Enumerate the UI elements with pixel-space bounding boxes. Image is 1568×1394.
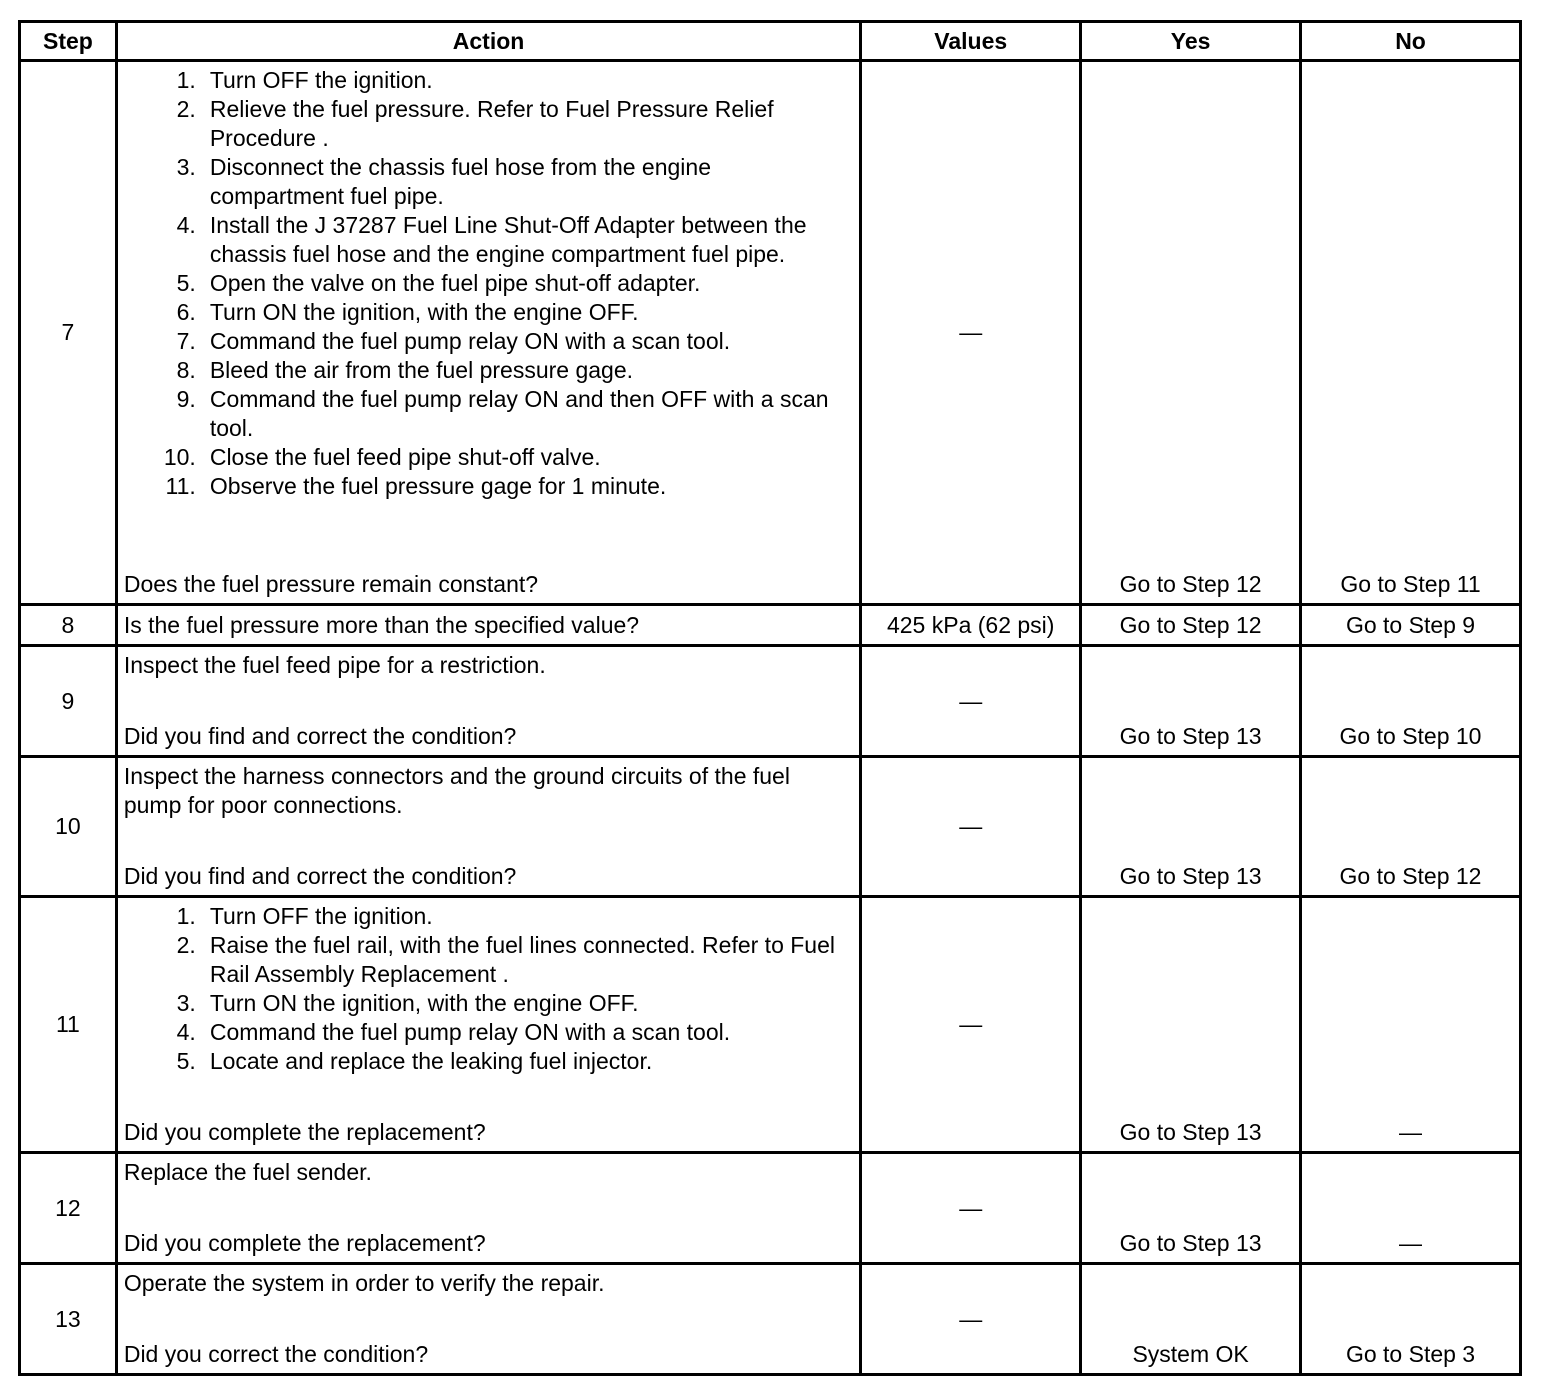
yes-cell: Go to Step 12 bbox=[1081, 61, 1301, 605]
list-item: 10. Close the fuel feed pipe shut-off valve. bbox=[163, 444, 601, 470]
question-text: Did you find and correct the condition? bbox=[123, 863, 517, 889]
header-step: Step bbox=[20, 22, 117, 61]
list-item: 2. Relieve the fuel pressure. Refer to Fuel Pressure Relief Procedure . bbox=[176, 96, 774, 151]
action-cell bbox=[116, 61, 860, 605]
list-item: 3. Disconnect the chassis fuel hose from the engine compartment fuel pipe. bbox=[176, 154, 711, 209]
table-row bbox=[20, 61, 1521, 605]
list-item: 5. Open the valve on the fuel pipe shut-off adapter. bbox=[176, 270, 701, 296]
step-number: 7 bbox=[20, 61, 117, 605]
instruction-text: Inspect the harness connectors and the ground circuits of the fuel pump for poor connections. bbox=[123, 763, 790, 818]
table-row bbox=[20, 1264, 1521, 1375]
yes-cell: Go to Step 13 bbox=[1081, 1153, 1301, 1264]
list-item: 6. Turn ON the ignition, with the engine OFF. bbox=[176, 299, 639, 325]
list-item: 8. Bleed the air from the fuel pressure gage. bbox=[176, 357, 634, 383]
no-cell: Go to Step 3 bbox=[1301, 1264, 1521, 1375]
action-cell bbox=[116, 1264, 860, 1375]
procedure-list bbox=[124, 66, 851, 501]
yes-cell: Go to Step 13 bbox=[1081, 757, 1301, 897]
table-row bbox=[20, 897, 1521, 1153]
no-cell: — bbox=[1301, 1153, 1521, 1264]
question-text: Does the fuel pressure remain constant? bbox=[123, 571, 539, 597]
step-number: 9 bbox=[20, 646, 117, 757]
values-cell: — bbox=[861, 1153, 1081, 1264]
step-number: 13 bbox=[20, 1264, 117, 1375]
list-item: 4. Install the J 37287 Fuel Line Shut-Off Adapter between the chassis fuel hose and the engine compartment fuel pipe. bbox=[176, 212, 807, 267]
diagnostic-table bbox=[18, 20, 1522, 1376]
question-text: Did you correct the condition? bbox=[123, 1341, 429, 1367]
list-item: 7. Command the fuel pump relay ON with a scan tool. bbox=[176, 328, 731, 354]
action-cell bbox=[116, 646, 860, 757]
values-cell: — bbox=[861, 646, 1081, 757]
step-number: 11 bbox=[20, 897, 117, 1153]
header-yes: Yes bbox=[1081, 22, 1301, 61]
action-cell bbox=[116, 897, 860, 1153]
table-row bbox=[20, 605, 1521, 646]
no-cell: Go to Step 12 bbox=[1301, 757, 1521, 897]
no-cell: Go to Step 11 bbox=[1301, 61, 1521, 605]
yes-cell: System OK bbox=[1081, 1264, 1301, 1375]
header-no: No bbox=[1301, 22, 1521, 61]
yes-cell: Go to Step 13 bbox=[1081, 646, 1301, 757]
question-text: Did you complete the replacement? bbox=[123, 1230, 486, 1256]
no-cell: Go to Step 10 bbox=[1301, 646, 1521, 757]
values-cell: — bbox=[861, 1264, 1081, 1375]
instruction-text: Replace the fuel sender. bbox=[123, 1159, 372, 1185]
table-row bbox=[20, 646, 1521, 757]
yes-cell: Go to Step 13 bbox=[1081, 897, 1301, 1153]
values-cell: 425 kPa (62 psi) bbox=[861, 605, 1081, 646]
step-number: 10 bbox=[20, 757, 117, 897]
question-text: Is the fuel pressure more than the specified value? bbox=[123, 611, 640, 638]
no-cell: Go to Step 9 bbox=[1301, 605, 1521, 646]
yes-cell: Go to Step 12 bbox=[1081, 605, 1301, 646]
list-item: 2. Raise the fuel rail, with the fuel lines connected. Refer to Fuel Rail Assembly Replacement . bbox=[176, 932, 835, 987]
action-cell bbox=[116, 605, 860, 646]
action-cell bbox=[116, 1153, 860, 1264]
question-text: Did you complete the replacement? bbox=[123, 1119, 486, 1145]
table-row bbox=[20, 757, 1521, 897]
list-item: 4. Command the fuel pump relay ON with a scan tool. bbox=[176, 1019, 731, 1045]
instruction-text: Operate the system in order to verify the repair. bbox=[123, 1270, 605, 1296]
list-item: 1. Turn OFF the ignition. bbox=[176, 67, 433, 93]
list-item: 1. Turn OFF the ignition. bbox=[176, 903, 433, 929]
action-cell bbox=[116, 757, 860, 897]
header-row bbox=[20, 22, 1521, 61]
question-text: Did you find and correct the condition? bbox=[123, 723, 517, 749]
values-cell: — bbox=[861, 757, 1081, 897]
values-cell: — bbox=[861, 61, 1081, 605]
list-item: 5. Locate and replace the leaking fuel injector. bbox=[176, 1048, 653, 1074]
list-item: 11. Observe the fuel pressure gage for 1 minute. bbox=[165, 473, 667, 499]
header-action: Action bbox=[116, 22, 860, 61]
header-values: Values bbox=[861, 22, 1081, 61]
no-cell: — bbox=[1301, 897, 1521, 1153]
step-number: 8 bbox=[20, 605, 117, 646]
procedure-list bbox=[124, 902, 851, 1076]
step-number: 12 bbox=[20, 1153, 117, 1264]
values-cell: — bbox=[861, 897, 1081, 1153]
instruction-text: Inspect the fuel feed pipe for a restriction. bbox=[123, 652, 546, 678]
list-item: 3. Turn ON the ignition, with the engine OFF. bbox=[176, 990, 639, 1016]
table-row bbox=[20, 1153, 1521, 1264]
list-item: 9. Command the fuel pump relay ON and then OFF with a scan tool. bbox=[176, 386, 829, 441]
